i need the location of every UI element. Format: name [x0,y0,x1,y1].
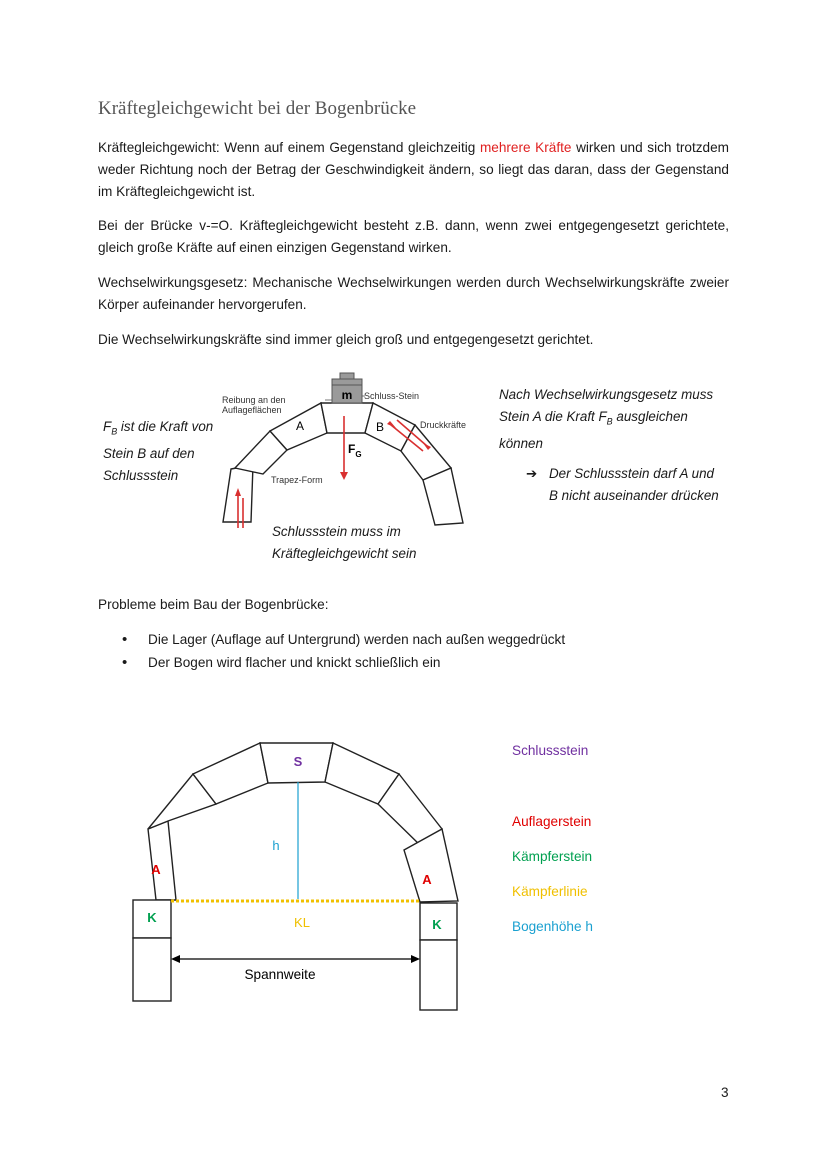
label-fg-main: F [348,442,356,456]
arch-stone-A-left [148,821,176,900]
arch-terms-diagram [120,730,480,1020]
figure1-conclusion [549,463,719,507]
legend-auflagerstein: Auflagerstein [512,814,592,829]
label-auflageflaechen: Auflageflächen [222,405,282,415]
note-text: können [499,435,543,451]
label-A-right: A [422,872,432,887]
label-stone-A: A [296,419,305,433]
support-left [133,938,171,1001]
note-text: ausgleichen [612,409,688,424]
arch-keystone [321,403,373,433]
paragraph-text: Kräftegleichgewicht: Wenn auf einem Gegenstand gleichzeitig [98,140,480,155]
label-A-left: A [151,862,161,877]
label-druckkraefte: Druckkräfte [420,420,467,430]
support-right [420,940,457,1010]
paragraph-wechselwirkungskraefte: Die Wechselwirkungskräfte sind immer gleich groß und entgegengesetzt gerichtet. [98,332,594,347]
label-stone-B: B [376,420,385,434]
note-text: Stein A die Kraft F [499,409,607,424]
label-schluss-stein: Schluss-Stein [364,391,420,401]
label-K-left: K [147,910,157,925]
figure1-right-note [499,384,713,455]
paragraph-kraeftegleichgewicht [98,137,729,203]
caption-text: Kräftegleichgewicht sein [272,546,417,561]
label-KL: KL [294,915,310,930]
note-text: F [103,419,112,434]
note-sub: B [606,416,613,427]
arrow-right-icon: ➔ [526,466,538,481]
weight-block [332,373,362,403]
label-S: S [293,754,303,769]
highlight-mehrere-kraefte: mehrere Kräfte [479,140,572,155]
note-sub: B [111,426,118,437]
note-text: Stein B auf den [103,445,195,461]
label-spannweite: Spannweite [244,967,316,982]
note-text: Der Schlussstein darf A und [549,466,714,481]
note-text: Schlussstein [103,467,179,483]
note-text: Nach Wechselwirkungsgesetz muss [499,387,714,402]
label-fg [348,442,362,459]
legend-bogenhoehe: Bogenhöhe h [512,919,593,934]
paragraph-text: wirken und sich trotzdem weder Richtung noch der Betrag der Geschwindigkeit ändern, so liegt das daran, dass der Gegenstand im Kräftegleichgewicht ist. [98,140,729,199]
legend-kaempferstein: Kämpferstein [512,849,593,864]
paragraph-wechselwirkungsgesetz: Wechselwirkungsgesetz: Mechanische Wechselwirkungen werden durch Wechselwirkungskräfte zweier Körper aufeinander hervorgerufen. [98,275,729,312]
label-reibung: Reibung an den [222,395,286,405]
page-number: 3 [721,1085,729,1100]
span-arrowhead-left [171,955,180,963]
figure1-left-note [103,416,213,487]
problems-list [120,628,565,674]
arch-stone-A-right [404,829,458,902]
label-h: h [272,838,280,853]
force-fg-arrowhead [340,472,348,480]
figure1-caption [272,521,416,565]
list-item: • Die Lager (Auflage auf Untergrund) werden nach außen weggedrückt [120,628,565,651]
label-m: m [341,388,353,402]
legend-schlussstein: Schlussstein [512,743,589,758]
label-trapez-form: Trapez-Form [271,475,323,485]
legend-kaempferlinie: Kämpferlinie [512,884,588,899]
arch-force-diagram [215,368,475,528]
caption-text: Schlussstein muss im [272,524,401,539]
note-text: ist die Kraft von [117,419,214,434]
page-title: Kräftegleichgewicht bei der Bogenbrücke [98,98,417,119]
list-item: • Der Bogen wird flacher und knickt schließlich ein [120,651,565,674]
span-arrowhead-right [411,955,420,963]
note-text: B nicht auseinander drücken [549,488,719,503]
label-K-right: K [432,917,442,932]
paragraph-bruecke: Bei der Brücke v-=O. Kräftegleichgewicht besteht z.B. dann, wenn zwei entgegengesetzt gerichtete, gleich große Kräfte auf einen einzigen Gegenstand wirken. [98,218,729,255]
label-fg-sub: G [355,450,362,459]
problems-heading: Probleme beim Bau der Bogenbrücke: [98,597,329,612]
